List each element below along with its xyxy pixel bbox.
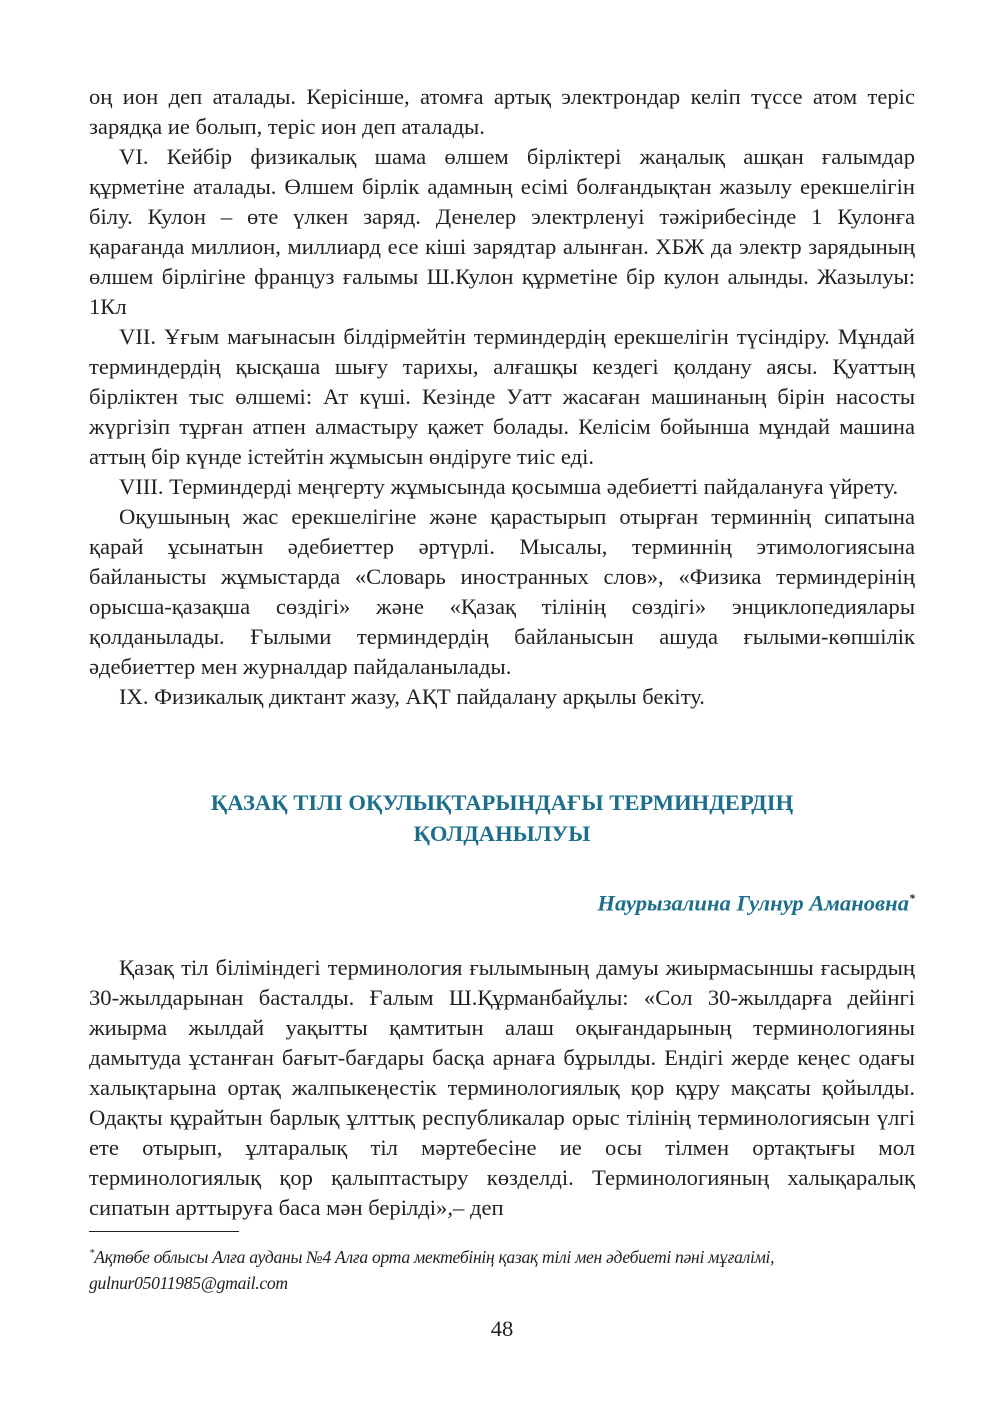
title-spacer [89,849,915,883]
article-title [89,787,915,849]
paragraph-ix: IX. Физикалық диктант жазу, АҚТ пайдалану арқылы бекіту. [119,684,705,709]
footnote-affiliation: Ақтөбе облысы Алға ауданы №4 Алға орта мектебінің қазақ тілі мен әдебиеті пәні мұғалімі, [94,1246,775,1267]
paragraph-vi: VI. Кейбір физикалық шама өлшем бірліктері жаңалық ашқан ғалымдар құрметіне аталады. Өлшем бірлік адамның есімі болғандықтан жазылу ерекшелігін білу. Кулон – өте үлкен заряд. Денелер электрленуі тәжірибесінде 1 Кулонға қарағанда миллион, миллиард есе кіші зарядтар алынған. ХБЖ да электр зарядының өлшем бірлігіне француз ғалымы Ш.Кулон құрметіне бір кулон алынды. Жазылуы: 1Кл [89,144,915,319]
footnote-email: gulnur05011985@gmail.com [89,1272,288,1293]
section-spacer [89,712,915,787]
footnote [89,1240,915,1296]
page-content [89,82,915,1223]
paragraph-viii: VIII. Терминдерді меңгерту жұмысында қосымша әдебиетті пайдалануға үйрету. [119,474,899,499]
article-title-line-1: ҚАЗАҚ ТІЛІ ОҚУЛЫҚТАРЫНДАҒЫ ТЕРМИНДЕРДІҢ [210,790,794,815]
paragraph-vii: VII. Ұғым мағынасын білдірмейтін терминдердің ерекшелігін түсіндіру. Мұндай терминдердің қысқаша шығу тарихы, алғашқы кездегі қолдану аясы. Қуаттың бірліктен тыс өлшемі: Ат күші. Кезінде Уатт жасаған машинаның бірін насосты жүргізіп тұрған атпен алмастыру қажет болады. Келісім бойынша мұндай машина аттың бір күнде істейтін жұмысын өндіруге тиіс еді. [89,324,915,469]
paragraph-continuation: оң ион деп аталады. Керісінше, атомға артық электрондар келіп түссе атом теріс зарядқа ие болып, теріс ион деп аталады. [89,84,915,139]
page-number: 48 [490,1316,514,1341]
article-body-paragraph: Қазақ тіл біліміндегі терминология ғылымының дамуы жиырмасыншы ғасырдың 30-жылдарынан басталды. Ғалым Ш.Құрманбайұлы: «Сол 30-жылдарға дейінгі жиырма жылдай уақытты қамтитын алаш оқығандарының терминологияны дамытуда ұстанған бағыт-бағдары басқа арнаға бұрылды. Ендігі жерде кеңес одағы халықтарына ортақ жалпыкеңестік терминологиялық қор құру мақсаты қойылды. Одақты құрайтын барлық ұлттық республикалар орыс тілінің терминологиясын үлгі ете отырып, ұлтаралық тіл мәртебесіне ие осы тілмен ортақтығы мол терминологиялық қор қалыптастыру көзделді. Терминологияның халықаралық сипатын арттыруға баса мән берілді»,– деп [89,954,915,1220]
author-footnote-mark: * [909,891,915,905]
article-title-line-2: ҚОЛДАНЫЛУЫ [413,821,591,846]
author-name: Наурызалина Гулнур Амановна [597,890,909,916]
paragraph-literature: Оқушының жас ерекшелігіне және қарастырып отырған терминнің сипатына қарай ұсынатын әдебиеттер әртүрлі. Мысалы, терминнің этимологиясына байланысты жұмыстарда «Словарь иностранных слов», «Физика терминдерінің орысша-қазақша сөздігі» және «Қазақ тілінің сөздігі» энциклопедиялары қолданылады. Ғылыми терминдердің байланысын ашуда ғылыми-көпшілік әдебиеттер мен журналдар пайдаланылады. [89,504,915,679]
article-author [89,883,915,919]
author-spacer [89,919,915,953]
footnote-mark: * [89,1247,95,1259]
footnote-divider [89,1231,239,1232]
footnote-line-1 [89,1240,915,1270]
